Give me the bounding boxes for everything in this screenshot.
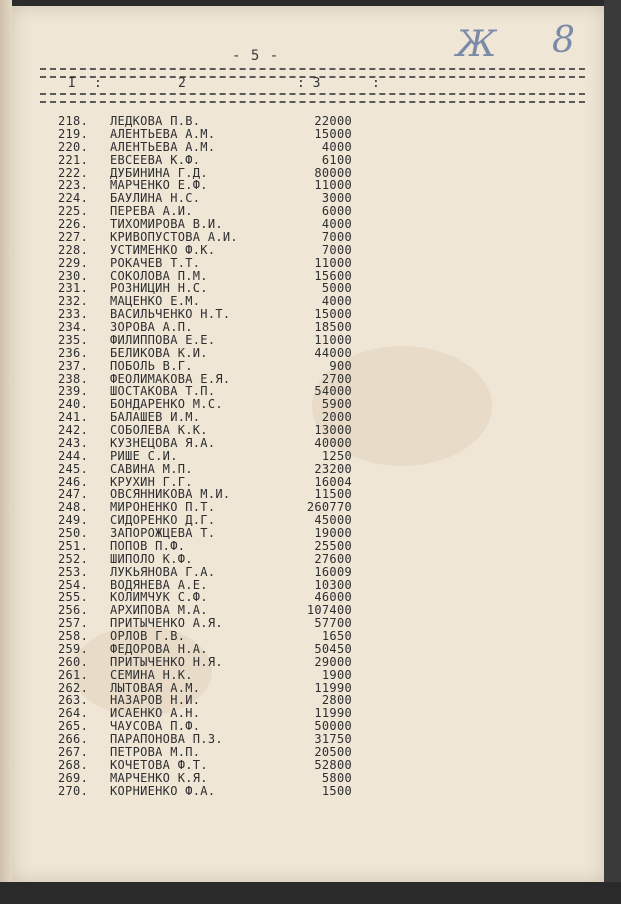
entry-name: ПЕТРОВА М.П. [110, 744, 201, 759]
entry-name: АРХИПОВА М.А. [110, 603, 208, 618]
entry-number: 249. [58, 513, 89, 528]
entry-number: 228. [58, 242, 89, 257]
entry-name: ФИЛИППОВА Е.Е. [110, 332, 216, 347]
entry-name: СОКОЛОВА П.М. [110, 268, 208, 283]
list-item [0, 347, 600, 360]
entry-amount: 16009 [314, 564, 352, 579]
entry-name: ПАРАПОНОВА П.З. [110, 732, 223, 746]
entry-amount: 13000 [314, 423, 352, 437]
list-item [0, 694, 600, 707]
entry-amount: 40000 [314, 435, 352, 450]
entry-amount: 29000 [314, 654, 352, 669]
entry-number: 233. [58, 307, 89, 322]
entry-amount: 7000 [321, 229, 352, 244]
entry-amount: 1250 [321, 448, 352, 463]
list-item [0, 257, 600, 270]
entry-number: 237. [58, 358, 89, 373]
entry-amount: 22000 [314, 114, 352, 128]
entry-name: ФЕОЛИМАКОВА Е.Я. [110, 371, 231, 386]
entry-amount: 4000 [321, 217, 352, 231]
entry-name: ИСАЕНКО А.Н. [110, 706, 201, 721]
entry-name: ЗАПОРОЖЦЕВА Т. [110, 526, 216, 540]
entry-number: 247. [58, 487, 89, 502]
entry-name: ШИПОЛО К.Ф. [110, 551, 193, 566]
list-item [0, 746, 600, 759]
entry-number: 270. [58, 783, 89, 798]
entry-number: 221. [58, 152, 89, 167]
entry-amount: 52800 [314, 757, 352, 772]
entry-amount: 2700 [321, 371, 352, 386]
entry-number: 266. [58, 732, 89, 746]
entry-number: 231. [58, 281, 89, 296]
list-item [0, 656, 600, 669]
entry-name: БАЛАШЕВ И.М. [110, 410, 201, 425]
list-item [0, 527, 600, 540]
entry-number: 220. [58, 139, 89, 154]
entry-name: ПОПОВ П.Ф. [110, 538, 186, 553]
column-header-1: I [68, 76, 76, 91]
entry-amount: 6000 [321, 204, 352, 219]
entry-amount: 5900 [321, 397, 352, 412]
entry-amount: 23200 [314, 461, 352, 476]
entry-amount: 20500 [314, 744, 352, 759]
column-header-3: : 3 [297, 76, 321, 91]
entry-number: 252. [58, 551, 89, 566]
entry-amount: 3000 [321, 191, 352, 206]
entry-name: СЕМИНА Н.К. [110, 667, 193, 682]
entry-number: 256. [58, 603, 89, 618]
entry-number: 236. [58, 345, 89, 360]
list-item [0, 282, 600, 295]
entry-name: КОЛИМЧУК С.Ф. [110, 590, 208, 605]
entry-name: ЛЕДКОВА П.В. [110, 114, 201, 128]
entry-name: ШОСТАКОВА Т.П. [110, 384, 216, 399]
entry-name: АЛЕНТЬЕВА А.М. [110, 139, 216, 154]
entry-amount: 11000 [314, 255, 352, 270]
list-item [0, 514, 600, 527]
entry-name: ПРИТЫЧЕНКО Н.Я. [110, 654, 223, 669]
entry-name: ЛУКЬЯНОВА Г.А. [110, 564, 216, 579]
entry-number: 262. [58, 680, 89, 695]
entry-name: РОЗНИЦИН Н.С. [110, 281, 208, 296]
handwritten-mark-x: Ж [456, 24, 497, 65]
entry-name: ЗОРОВА А.П. [110, 320, 193, 334]
entry-amount: 16004 [314, 474, 352, 489]
entry-name: РИШЕ С.И. [110, 448, 178, 463]
entry-number: 264. [58, 706, 89, 721]
list-item [0, 463, 600, 476]
list-item [0, 669, 600, 682]
entry-name: БАУЛИНА Н.С. [110, 191, 201, 206]
list-item [0, 733, 600, 746]
entry-amount: 260770 [306, 500, 352, 515]
list-item [0, 720, 600, 733]
entry-number: 250. [58, 526, 89, 540]
list-item [0, 360, 600, 373]
entry-name: ПОБОЛЬ В.Г. [110, 358, 193, 373]
list-item [0, 682, 600, 695]
entry-amount: 46000 [314, 590, 352, 605]
entry-amount: 1900 [321, 667, 352, 682]
entry-number: 238. [58, 371, 89, 386]
list-item [0, 154, 600, 167]
entry-number: 240. [58, 397, 89, 412]
entry-name: ОРЛОВ Г.В. [110, 629, 186, 643]
entry-amount: 80000 [314, 165, 352, 180]
entry-name: НАЗАРОВ Н.И. [110, 693, 201, 708]
list-item [0, 411, 600, 424]
entry-number: 232. [58, 294, 89, 309]
entry-amount: 107400 [306, 603, 352, 618]
entry-name: ЛЫТОВАЯ А.М. [110, 680, 201, 695]
entry-amount: 2800 [321, 693, 352, 708]
entry-number: 246. [58, 474, 89, 489]
entry-name: ПРИТЫЧЕНКО А.Я. [110, 616, 223, 631]
entry-name: БОНДАРЕНКО М.С. [110, 397, 223, 412]
entry-name: КРУХИН Г.Г. [110, 474, 193, 489]
entry-name: КРИВОПУСТОВА А.И. [110, 229, 238, 244]
list-item [0, 759, 600, 772]
entry-amount: 15600 [314, 268, 352, 283]
entry-amount: 900 [329, 358, 352, 373]
entry-amount: 11990 [314, 680, 352, 695]
entry-name: МИРОНЕНКО П.Т. [110, 500, 216, 515]
entry-amount: 7000 [321, 242, 352, 257]
list-item [0, 385, 600, 398]
entry-amount: 18500 [314, 320, 352, 334]
list-item [0, 437, 600, 450]
scan-border-right [604, 0, 621, 904]
entry-number: 225. [58, 204, 89, 219]
list-item [0, 643, 600, 656]
list-item [0, 334, 600, 347]
list-item [0, 591, 600, 604]
entry-number: 230. [58, 268, 89, 283]
entry-name: ОВСЯННИКОВА М.И. [110, 487, 231, 502]
entry-amount: 44000 [314, 345, 352, 360]
entry-number: 223. [58, 178, 89, 193]
entry-number: 251. [58, 538, 89, 553]
entries-list [0, 115, 600, 797]
list-item [0, 450, 600, 463]
entry-number: 258. [58, 629, 89, 643]
entry-number: 245. [58, 461, 89, 476]
entry-name: УСТИМЕНКО Ф.К. [110, 242, 216, 257]
entry-amount: 2000 [321, 410, 352, 425]
entry-amount: 54000 [314, 384, 352, 399]
entry-name: БЕЛИКОВА К.И. [110, 345, 208, 360]
entry-amount: 11000 [314, 332, 352, 347]
list-item [0, 270, 600, 283]
entry-number: 257. [58, 616, 89, 631]
list-item [0, 540, 600, 553]
header-rule-bottom [40, 93, 585, 103]
entry-name: АЛЕНТЬЕВА А.М. [110, 126, 216, 141]
entry-amount: 19000 [314, 526, 352, 540]
entry-amount: 15000 [314, 307, 352, 322]
entry-number: 229. [58, 255, 89, 270]
entry-number: 248. [58, 500, 89, 515]
entry-amount: 1650 [321, 629, 352, 643]
list-item [0, 501, 600, 514]
list-item [0, 115, 600, 128]
list-item [0, 244, 600, 257]
entry-number: 267. [58, 744, 89, 759]
entry-amount: 15000 [314, 126, 352, 141]
page-number: - 5 - [232, 48, 280, 64]
entry-number: 234. [58, 320, 89, 334]
list-item [0, 167, 600, 180]
entry-number: 222. [58, 165, 89, 180]
entry-amount: 57700 [314, 616, 352, 631]
list-item [0, 128, 600, 141]
entry-amount: 4000 [321, 294, 352, 309]
entry-amount: 50000 [314, 719, 352, 734]
list-item [0, 179, 600, 192]
entry-number: 260. [58, 654, 89, 669]
list-item [0, 398, 600, 411]
entry-amount: 1500 [321, 783, 352, 798]
column-header-2: 2 [178, 76, 186, 91]
entry-amount: 27600 [314, 551, 352, 566]
column-separator: : [372, 76, 380, 91]
entry-amount: 25500 [314, 538, 352, 553]
list-item [0, 231, 600, 244]
entry-amount: 6100 [321, 152, 352, 167]
list-item [0, 785, 600, 798]
list-item [0, 308, 600, 321]
entry-name: КУЗНЕЦОВА Я.А. [110, 435, 216, 450]
list-item [0, 141, 600, 154]
entry-name: СИДОРЕНКО Д.Г. [110, 513, 216, 528]
entry-number: 244. [58, 448, 89, 463]
entry-number: 243. [58, 435, 89, 450]
entry-amount: 11000 [314, 178, 352, 193]
entry-amount: 45000 [314, 513, 352, 528]
handwritten-mark-8: 8 [552, 20, 575, 61]
entry-number: 261. [58, 667, 89, 682]
list-item [0, 476, 600, 489]
list-item [0, 488, 600, 501]
list-item [0, 579, 600, 592]
entry-name: ДУБИНИНА Г.Д. [110, 165, 208, 180]
list-item [0, 772, 600, 785]
entry-name: СОБОЛЕВА К.К. [110, 423, 208, 437]
entry-name: ЧАУСОВА П.Ф. [110, 719, 201, 734]
entry-name: МАЦЕНКО Е.М. [110, 294, 201, 309]
entry-name: ВОДЯНЕВА А.Е. [110, 577, 208, 592]
entry-amount: 11500 [314, 487, 352, 502]
list-item [0, 321, 600, 334]
entry-number: 218. [58, 114, 89, 128]
entry-number: 242. [58, 423, 89, 437]
entry-name: ЕВСЕЕВА К.Ф. [110, 152, 201, 167]
entry-number: 227. [58, 229, 89, 244]
entry-number: 219. [58, 126, 89, 141]
list-item [0, 604, 600, 617]
entry-name: КОЧЕТОВА Ф.Т. [110, 757, 208, 772]
entry-number: 254. [58, 577, 89, 592]
entry-name: ТИХОМИРОВА В.И. [110, 217, 223, 231]
entry-number: 268. [58, 757, 89, 772]
entry-name: МАРЧЕНКО Е.Ф. [110, 178, 208, 193]
entry-name: ВАСИЛЬЧЕНКО Н.Т. [110, 307, 231, 322]
entry-name: ПЕРЕВА А.И. [110, 204, 193, 219]
entry-name: РОКАЧЕВ Т.Т. [110, 255, 201, 270]
entry-name: МАРЧЕНКО К.Я. [110, 770, 208, 785]
list-item [0, 218, 600, 231]
entry-name: САВИНА М.П. [110, 461, 193, 476]
entry-name: ФЕДОРОВА Н.А. [110, 641, 208, 656]
entry-number: 269. [58, 770, 89, 785]
list-item [0, 617, 600, 630]
list-item [0, 424, 600, 437]
entry-amount: 5000 [321, 281, 352, 296]
entry-name: КОРНИЕНКО Ф.А. [110, 783, 216, 798]
list-item [0, 707, 600, 720]
entry-number: 259. [58, 641, 89, 656]
list-item [0, 295, 600, 308]
list-item [0, 205, 600, 218]
entry-number: 255. [58, 590, 89, 605]
entry-amount: 5800 [321, 770, 352, 785]
entry-number: 265. [58, 719, 89, 734]
list-item [0, 192, 600, 205]
list-item [0, 553, 600, 566]
entry-number: 226. [58, 217, 89, 231]
entry-number: 253. [58, 564, 89, 579]
column-separator: : [94, 76, 102, 91]
list-item [0, 566, 600, 579]
entry-number: 224. [58, 191, 89, 206]
list-item [0, 630, 600, 643]
entry-number: 263. [58, 693, 89, 708]
entry-amount: 50450 [314, 641, 352, 656]
entry-number: 235. [58, 332, 89, 347]
entry-amount: 4000 [321, 139, 352, 154]
entry-amount: 11990 [314, 706, 352, 721]
entry-number: 239. [58, 384, 89, 399]
list-item [0, 373, 600, 386]
scan-border-bottom [0, 882, 621, 904]
entry-amount: 31750 [314, 732, 352, 746]
entry-number: 241. [58, 410, 89, 425]
entry-amount: 10300 [314, 577, 352, 592]
